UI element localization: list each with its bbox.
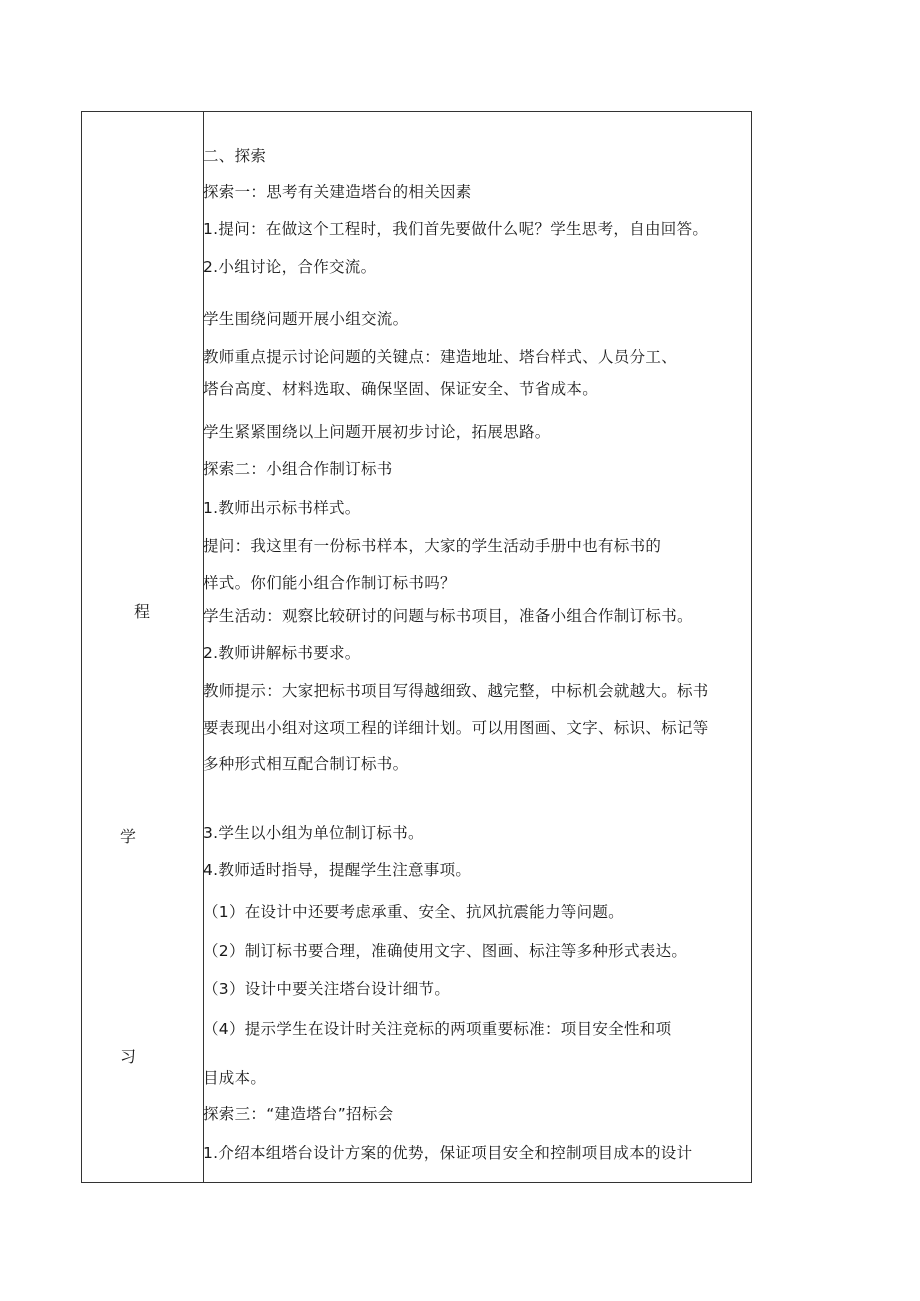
side-label-char-3: 习 [119,1047,136,1066]
explore-one-title: 探索一：思考有关建造塔台的相关因素 [203,183,472,201]
text-line: 4.教师适时指导，提醒学生注意事项。 [203,861,472,879]
explore-two-title: 探索二：小组合作制订标书 [203,460,393,478]
text-line: 教师重点提示讨论问题的关键点：建造地址、塔台样式、人员分工、 [203,348,678,366]
text-line: 2.教师讲解标书要求。 [203,644,361,662]
text-line: （4）提示学生在设计时关注竞标的两项重要标准：项目安全性和项 [203,1020,672,1038]
text-line: 要表现出小组对这项工程的详细计划。可以用图画、文字、标识、标记等 [203,719,709,737]
explore-three-title: 探索三：“建造塔台”招标会 [203,1105,394,1123]
text-line: 多种形式相互配合制订标书。 [203,755,409,773]
text-line: 提问：我这里有一份标书样本，大家的学生活动手册中也有标书的 [203,537,662,555]
text-line: 2.小组讨论，合作交流。 [203,258,377,276]
text-line: 1.介绍本组塔台设计方案的优势，保证项目安全和控制项目成本的设计 [203,1144,693,1162]
text-line: 样式。你们能小组合作制订标书吗？ [203,574,456,592]
text-line: 学生活动：观察比较研讨的问题与标书项目，准备小组合作制订标书。 [203,607,693,625]
section-heading: 二、探索 [203,147,267,165]
text-line: 学生紧紧围绕以上问题开展初步讨论，拓展思路。 [203,423,551,441]
text-line: （2）制订标书要合理，准确使用文字、图画、标注等多种形式表达。 [203,942,688,960]
lesson-table [81,111,752,1183]
text-line: （3）设计中要关注塔台设计细节。 [203,980,451,998]
text-line: 目成本。 [203,1069,267,1087]
side-label-char-2: 学 [119,827,136,846]
text-line: （1）在设计中还要考虑承重、安全、抗风抗震能力等问题。 [203,903,624,921]
text-line: 教师提示：大家把标书项目写得越细致、越完整，中标机会就越大。标书 [203,682,709,700]
text-line: 3.学生以小组为单位制订标书。 [203,824,424,842]
text-line: 塔台高度、材料选取、确保坚固、保证安全、节省成本。 [203,380,599,398]
side-label-char-1: 程 [133,602,150,621]
text-line: 学生围绕问题开展小组交流。 [203,310,409,328]
text-line: 1.提问：在做这个工程时，我们首先要做什么呢？学生思考，自由回答。 [203,220,709,238]
text-line: 1.教师出示标书样式。 [203,499,361,517]
